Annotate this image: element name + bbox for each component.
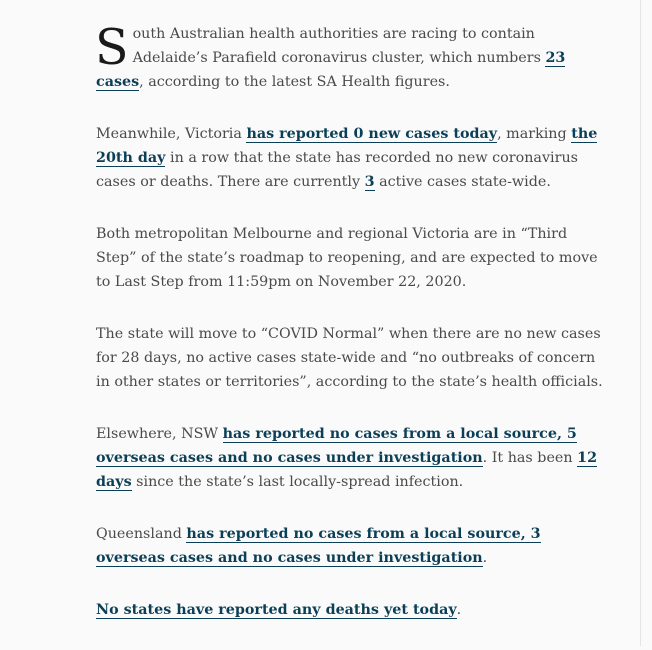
link-23-cases[interactable]: 23 cases [96,50,566,90]
link-20th-day[interactable]: the 20th day [96,126,598,166]
text: , according to the latest SA Health figures. [139,74,450,90]
text: in a row that the state has recorded no new coronavirus cases or deaths. There are currently [96,150,578,190]
link-nsw-cases[interactable]: has reported no cases from a local source, 5 overseas cases and no cases under investigation [96,426,577,466]
text: Meanwhile, Victoria [96,126,247,142]
paragraph-deaths [96,598,606,622]
link-queensland-cases[interactable]: has reported no cases from a local source, 3 overseas cases and no cases under investigation [96,526,541,566]
text: . [482,550,488,566]
paragraph-victoria [96,122,606,194]
text: , marking [497,126,572,142]
paragraph-covid-normal: The state will move to “COVID Normal” when there are no new cases for 28 days, no active cases state-wide and “no outbreaks of concern in other states or territories”, according to the state’s health officials. [96,326,603,390]
link-12-days[interactable]: 12 days [96,450,598,490]
text: since the state’s last locally-spread infection. [131,474,464,490]
link-no-deaths-today[interactable]: No states have reported any deaths yet today [96,602,457,618]
link-victoria-0-new-cases[interactable]: has reported 0 new cases today [246,126,498,142]
paragraph-nsw [96,422,606,494]
text: . It has been [482,450,578,466]
text: Elsewhere, NSW [96,426,223,442]
paragraph-sa-cluster [95,19,606,94]
text: active cases state-wide. [374,174,551,190]
paragraph-queensland [96,522,606,570]
link-3-active-cases[interactable]: 3 [364,174,375,190]
drop-cap: S [95,19,129,76]
text: . [456,602,462,618]
article-body [95,19,606,650]
paragraph-third-step: Both metropolitan Melbourne and regional Victoria are in “Third Step” of the state’s roadmap to reopening, and are expected to move to Last Step from 11:59pm on November 22, 2020. [96,226,598,290]
text: outh Australian health authorities are racing to contain Adelaide’s Parafield coronavirus cluster, which numbers [132,26,546,66]
text: Queensland [96,526,187,542]
